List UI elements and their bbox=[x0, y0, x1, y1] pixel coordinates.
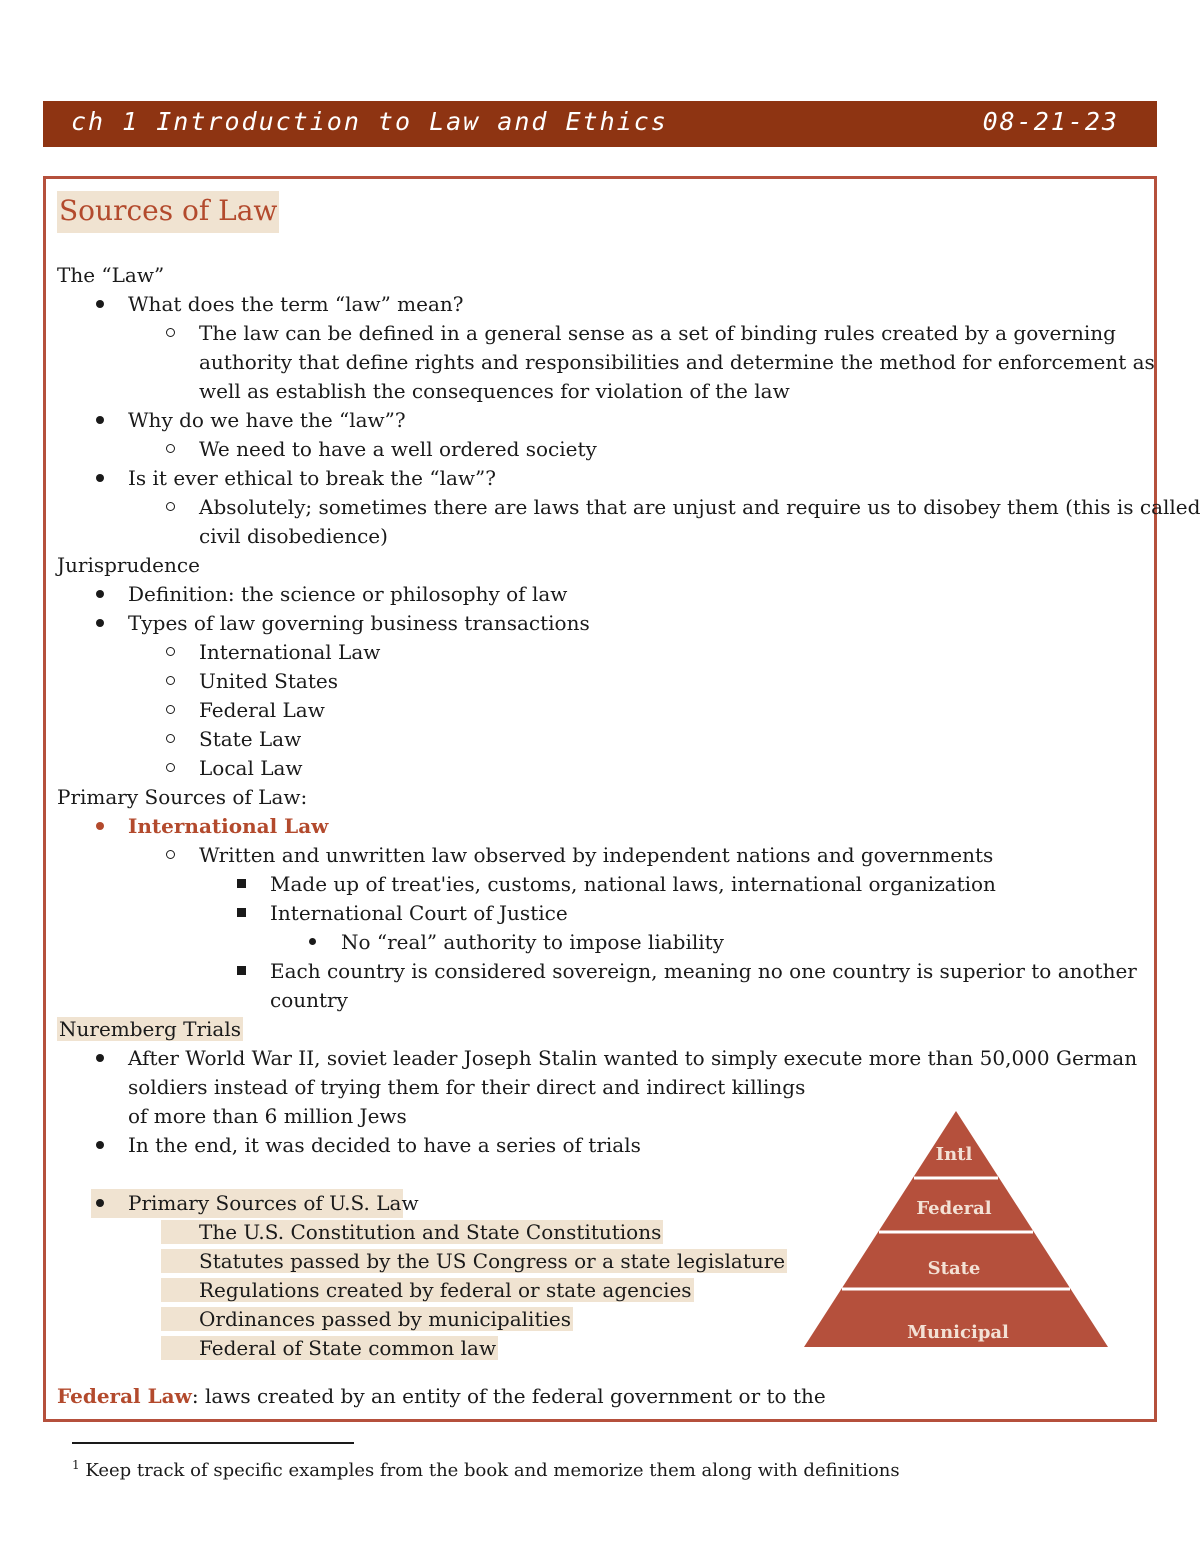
sovereign-line-1: Each country is considered sovereign, meaning no one country is superior to another bbox=[270, 959, 1137, 983]
us-source-item bbox=[161, 1247, 787, 1276]
us-sources-label: Primary Sources of U.S. Law bbox=[128, 1191, 419, 1215]
types-of-law-label: Types of law governing business transactions bbox=[128, 611, 590, 635]
us-source-item bbox=[161, 1334, 498, 1363]
answer-1-line-1: The law can be defined in a general sense as a set of binding rules created by a governing bbox=[199, 321, 1116, 345]
question-3: Is it ever ethical to break the “law”? bbox=[128, 466, 496, 490]
answer-2: We need to have a well ordered society bbox=[199, 437, 597, 461]
footnote bbox=[72, 1458, 900, 1481]
made-up-of: Made up of treat'ies, customs, national laws, international organization bbox=[270, 872, 996, 896]
bullet-dot bbox=[93, 812, 107, 836]
page-date: 08-21-23 bbox=[982, 107, 1119, 136]
international-law-description: Written and unwritten law observed by independent nations and governments bbox=[199, 843, 994, 867]
bullet-ring bbox=[163, 638, 177, 662]
bullet-square bbox=[234, 957, 248, 981]
type-of-law: International Law bbox=[199, 640, 381, 664]
bullet-dot bbox=[93, 1189, 107, 1213]
notes-box bbox=[43, 176, 1200, 1422]
us-source-item bbox=[161, 1305, 573, 1334]
nuremberg-heading bbox=[57, 1015, 243, 1044]
bullet-ring bbox=[163, 841, 177, 865]
pyramid-level-federal: Federal bbox=[916, 1198, 992, 1219]
footnote-marker: 1 bbox=[72, 1458, 80, 1472]
bullet-dot bbox=[305, 928, 319, 952]
us-source-text: Statutes passed by the US Congress or a state legislature bbox=[161, 1249, 787, 1273]
sovereign-line-2: country bbox=[270, 988, 348, 1012]
footnote-text: Keep track of specific examples from the book and memorize them along with definitions bbox=[85, 1460, 900, 1481]
nuremberg-b1-line-2: soldiers instead of trying them for their direct and indirect killings bbox=[128, 1075, 806, 1099]
bullet-dot bbox=[93, 609, 107, 633]
us-source-text: Regulations created by federal or state agencies bbox=[161, 1278, 694, 1302]
federal-law-text: : laws created by an entity of the federal government or to the bbox=[191, 1384, 826, 1408]
the-law-heading: The “Law” bbox=[57, 263, 165, 287]
federal-law-term: Federal Law bbox=[57, 1384, 192, 1408]
bullet-dot bbox=[93, 290, 107, 314]
answer-1-line-3: well as establish the consequences for violation of the law bbox=[199, 379, 790, 403]
bullet-dot bbox=[93, 580, 107, 604]
bullet-square bbox=[234, 899, 248, 923]
law-hierarchy-pyramid bbox=[801, 1109, 1111, 1349]
section-title: Sources of Law bbox=[57, 191, 279, 233]
jurisprudence-heading: Jurisprudence bbox=[57, 553, 200, 577]
question-1: What does the term “law” mean? bbox=[128, 292, 464, 316]
us-source-text: The U.S. Constitution and State Constitutions bbox=[161, 1220, 663, 1244]
jurisprudence-definition: Definition: the science or philosophy of law bbox=[128, 582, 568, 606]
footnote-rule bbox=[72, 1442, 354, 1444]
bullet-dot bbox=[93, 464, 107, 488]
pyramid-level-municipal: Municipal bbox=[907, 1322, 1009, 1343]
nuremberg-heading-text: Nuremberg Trials bbox=[59, 1017, 241, 1041]
bullet-ring bbox=[163, 435, 177, 459]
bullet-ring bbox=[163, 319, 177, 343]
type-of-law: United States bbox=[199, 669, 338, 693]
bullet-dot bbox=[93, 406, 107, 430]
answer-1-line-2: authority that define rights and responsibilities and determine the method for enforcement as bbox=[199, 350, 1155, 374]
bullet-square bbox=[234, 870, 248, 894]
international-law-label: International Law bbox=[128, 814, 329, 838]
type-of-law: Federal Law bbox=[199, 698, 325, 722]
nuremberg-b1-line-3: of more than 6 million Jews bbox=[128, 1104, 407, 1128]
nuremberg-b2: In the end, it was decided to have a series of trials bbox=[128, 1133, 641, 1157]
page-title: ch 1 Introduction to Law and Ethics bbox=[71, 107, 668, 136]
us-source-item bbox=[161, 1276, 694, 1305]
header-bar bbox=[43, 101, 1157, 147]
us-source-text: Federal of State common law bbox=[161, 1336, 498, 1360]
bullet-ring bbox=[163, 696, 177, 720]
bullet-ring bbox=[163, 754, 177, 778]
type-of-law: Local Law bbox=[199, 756, 303, 780]
bullet-ring bbox=[163, 725, 177, 749]
international-court: International Court of Justice bbox=[270, 901, 568, 925]
answer-3-line-1: Absolutely; sometimes there are laws that are unjust and require us to disobey them (this is called bbox=[199, 495, 1200, 519]
primary-sources-heading: Primary Sources of Law: bbox=[57, 785, 308, 809]
bullet-ring bbox=[163, 667, 177, 691]
no-real-authority: No “real” authority to impose liability bbox=[341, 930, 724, 954]
us-source-item bbox=[161, 1218, 663, 1247]
federal-law-definition bbox=[57, 1382, 826, 1411]
type-of-law: State Law bbox=[199, 727, 302, 751]
question-2: Why do we have the “law”? bbox=[128, 408, 406, 432]
pyramid-level-intl: Intl bbox=[935, 1144, 973, 1165]
answer-3-line-2: civil disobedience) bbox=[199, 524, 388, 548]
pyramid-level-state: State bbox=[927, 1258, 981, 1279]
us-source-text: Ordinances passed by municipalities bbox=[161, 1307, 573, 1331]
nuremberg-b1-line-1: After World War II, soviet leader Joseph Stalin wanted to simply execute more than 50,000 German bbox=[128, 1046, 1138, 1070]
bullet-ring bbox=[163, 493, 177, 517]
bullet-dot bbox=[93, 1131, 107, 1155]
bullet-dot bbox=[93, 1044, 107, 1068]
